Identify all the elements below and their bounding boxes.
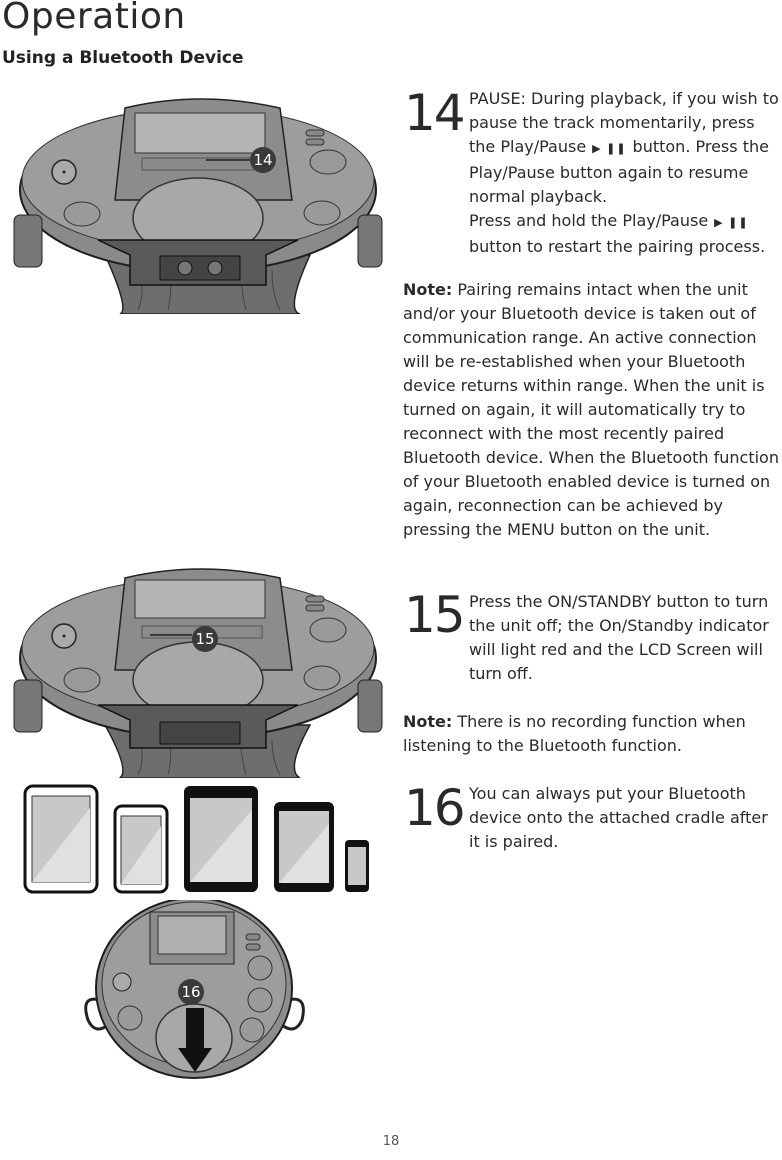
page-title: Operation <box>2 0 186 37</box>
page-number: 18 <box>382 1134 400 1149</box>
step-14-text-a: : During playback, if you wish to pause the track momentarily, press the Play/Pause <box>469 89 779 156</box>
karaoke-unit-image <box>10 80 386 314</box>
karaoke-unit-image <box>10 560 386 778</box>
play-pause-icon: ▶ ❚❚ <box>714 216 749 229</box>
play-pause-icon: ▶ ❚❚ <box>592 142 627 155</box>
step-14-text <box>469 87 779 259</box>
step-number-15: 15 <box>404 586 464 644</box>
step-number-14: 14 <box>404 84 464 142</box>
step-number-16: 16 <box>404 779 464 837</box>
step-14-text-b: button. Press the Play/Pause button again to resume normal playback. <box>469 137 769 206</box>
page-subtitle: Using a Bluetooth Device <box>2 48 244 68</box>
step-14-label: PAUSE <box>469 89 521 108</box>
note-recording <box>403 710 781 758</box>
note-label: Note: <box>403 712 453 731</box>
step-16-text: You can always put your Bluetooth device onto the attached cradle after it is paired. <box>469 784 768 851</box>
unit-illustration-14 <box>10 80 386 314</box>
callout-16: 16 <box>178 979 204 1005</box>
cradle-illustration <box>80 900 310 1082</box>
step-14-text-d: button to restart the pairing process. <box>469 237 766 256</box>
step-14-text-c: Press and hold the Play/Pause <box>469 211 709 230</box>
note-body: There is no recording function when listening to the Bluetooth function. <box>403 712 746 755</box>
callout-15: 15 <box>192 626 218 652</box>
note-body: Pairing remains intact when the unit and/or your Bluetooth device is taken out of communication range. An active connection will be re-established when your Bluetooth device returns within range. When the unit is turned on again, it will automatically try to reconnect with the most recently paired Bluetooth device. When the Bluetooth function of your Bluetooth enabled device is turned on again, reconnection can be achieved by pressing the MENU button on the unit. <box>403 280 779 539</box>
devices-illustration <box>22 784 374 896</box>
callout-14: 14 <box>250 147 276 173</box>
note-label: Note: <box>403 280 453 299</box>
unit-illustration-15 <box>10 560 386 778</box>
note-pairing <box>403 278 781 542</box>
devices-image <box>22 784 374 896</box>
step-15-text: Press the ON/STANDBY button to turn the unit off; the On/Standby indicator will light red and the LCD Screen will turn off. <box>469 592 769 683</box>
